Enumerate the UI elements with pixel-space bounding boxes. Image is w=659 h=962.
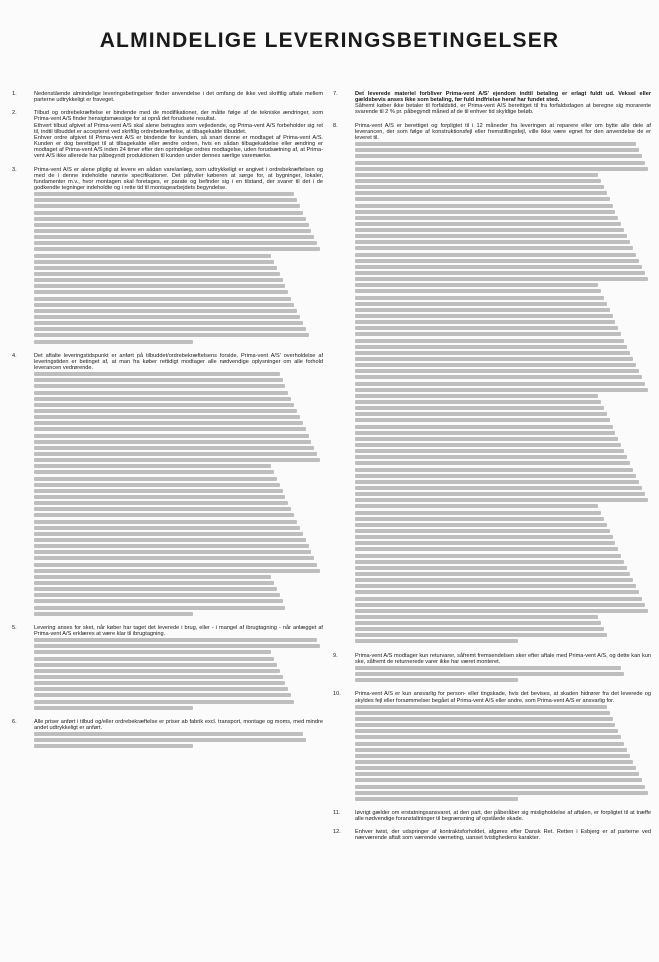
clause-number: 7.	[333, 91, 338, 97]
text-line	[355, 511, 601, 515]
text-line	[355, 766, 636, 770]
clause-item	[8, 719, 323, 751]
text-line	[34, 315, 300, 319]
clause-body	[34, 110, 323, 159]
text-line	[355, 259, 639, 263]
text-line	[355, 572, 630, 576]
text-line	[34, 217, 306, 221]
text-line	[34, 260, 274, 264]
text-line	[355, 541, 615, 545]
text-line	[34, 421, 303, 425]
text-line	[355, 560, 624, 564]
text-line	[355, 375, 642, 379]
text-line	[34, 599, 283, 603]
clause-paragraph: Det aftalte leveringstidspunkt er anført på tilbuddet/ordrebekræftelsens forside. Prima-vent A/S' overholdelse af leveringstiden er betinget af, at man fra køber rettidigt modtager alle nødvendige oplysninger om alle forhold leverancen vedrørende.	[34, 352, 323, 372]
text-line	[34, 384, 285, 388]
clause-body	[355, 810, 651, 822]
text-line	[355, 760, 633, 764]
clause-paragraph: Nedenstående almindelige leveringsbetingelser finder anvendelse i det omfang de ikke ved skriftlig aftale mellem parterne udtrykkeligt er fraveget.	[34, 91, 323, 104]
text-line	[34, 732, 303, 736]
text-line	[355, 523, 607, 527]
clause-item	[8, 110, 323, 159]
clause-item	[329, 810, 651, 822]
text-line	[34, 550, 311, 554]
text-line	[355, 265, 642, 269]
text-line	[355, 369, 639, 373]
text-line	[34, 501, 288, 505]
text-line	[34, 229, 311, 233]
clause-number: 9.	[333, 652, 338, 659]
text-line	[34, 669, 280, 673]
text-line	[34, 321, 303, 325]
clause-paragraph: Prima-vent A/S er berettiget og forpligtet til i 12 måneder fra leveringen at reparere eller om bytte alle dele af leverancen, der som følge af konstruktionsfejl eller fremstillingsfejl, ville ikke være egnet for den anvendelse de er leveret til.	[355, 122, 651, 141]
text-line	[355, 216, 618, 220]
text-line	[355, 455, 627, 459]
clause-body	[34, 719, 323, 751]
text-line	[355, 566, 627, 570]
text-line	[355, 332, 621, 336]
clause-paragraph: Ethvert tilbud afgivet af Prima-vent A/S skal alene betragtes som vejledende, og Prima-vent A/S forbeholder sig ret til, indtil tilbuddet er accepteret ved skriftlig ordrebekræftelse, at tilbagekalde tilbuddet.	[34, 122, 323, 135]
text-line	[355, 517, 604, 521]
text-line	[34, 700, 294, 704]
text-line	[355, 246, 633, 250]
text-line	[355, 406, 604, 410]
columns	[8, 91, 651, 849]
clause-number: 6.	[12, 718, 17, 725]
clause-number: 8.	[333, 122, 338, 129]
text-line	[355, 339, 624, 343]
clause-number: 11.	[333, 809, 341, 816]
text-line	[34, 556, 314, 560]
text-line	[355, 161, 645, 165]
text-line	[34, 266, 277, 270]
text-line	[34, 284, 285, 288]
text-line	[355, 735, 621, 739]
text-line	[355, 308, 610, 312]
text-line	[34, 192, 294, 196]
text-line	[355, 480, 639, 484]
text-line	[355, 437, 618, 441]
text-line	[34, 520, 297, 524]
illegible-text-block	[34, 372, 323, 615]
text-line	[34, 440, 311, 444]
text-line	[34, 452, 317, 456]
text-line	[34, 464, 271, 468]
text-line	[34, 638, 317, 642]
text-line	[34, 254, 271, 258]
text-line	[355, 185, 604, 189]
text-line	[34, 477, 277, 481]
text-line	[34, 378, 283, 382]
text-line	[355, 253, 636, 257]
text-line	[355, 240, 630, 244]
text-line	[355, 425, 613, 429]
text-line	[355, 204, 613, 208]
document-title: ALMINDELIGE LEVERINGSBETINGELSER	[99, 29, 560, 52]
text-line	[355, 382, 645, 386]
clause-paragraph: Det leverede materiel forbliver Prima-vent A/S' ejendom indtil betaling er erlagt fuldt ud. Veksel eller gældsbevis anses ikke som betaling, før fuld indfrielse heraf har fundet sted.	[355, 91, 651, 104]
text-line	[355, 326, 618, 330]
text-line	[355, 529, 610, 533]
text-line	[34, 309, 297, 313]
text-line	[355, 639, 518, 643]
text-line	[355, 228, 624, 232]
text-line	[355, 554, 621, 558]
text-line	[34, 303, 294, 307]
text-line	[355, 443, 621, 447]
text-line	[34, 391, 288, 395]
text-line	[355, 283, 598, 287]
text-line	[34, 581, 274, 585]
text-line	[355, 173, 598, 177]
text-line	[34, 372, 280, 376]
text-line	[34, 657, 274, 661]
clause-paragraph: Prima-vent A/S modtager kun returvarer, såfremt fremsendelsen sker efter aftale med Prima-vent A/S, og dette kan kun ske, såfremt de returnerede varer ikke har været monteret.	[355, 652, 651, 665]
clause-body	[34, 91, 323, 103]
illegible-text-block	[34, 192, 323, 343]
text-line	[355, 412, 607, 416]
clause-number: 12.	[333, 829, 341, 836]
clause-body	[34, 167, 323, 346]
text-line	[34, 470, 274, 474]
clause-body	[355, 829, 651, 841]
text-line	[355, 314, 613, 318]
clause-paragraph: Prima-vent A/S er alene pligtig at levere en sådan vare/anlæg, som udtrykkeligt er angivet i ordrebekræftelsen og med de i denne indeholdte nøvnte specifikationer. Det påhviler køberen at sørge for, at bygninger, lokaler, fundamenter m.v., hvor montagen skal foretages, er parate og befinder sig i en tilstand, der svarer til det i de godkendte tegninger indeholdte og i rette tid til montagearbejdets begyndelse.	[34, 166, 323, 192]
clause-paragraph: Iøvrigt gælder om erstatningsansvaret, at den part, der påberåber sig misligholdelse af aftalen, er forpligtet til at træffe alle nødvendige foranstaltninger til begrænsning af opståede skade.	[355, 809, 651, 823]
clause-paragraph: Såfremt køber ikke betaler til forfaldstid, er Prima-vent A/S berettiget til fra forfaldsdagen at beregne sig morarente svarende til 2 % pr. påbegyndt måned af de til enhver tid skyldige beløb.	[355, 103, 651, 116]
text-line	[355, 492, 645, 496]
illegible-text-block	[34, 638, 323, 710]
text-line	[355, 418, 610, 422]
text-line	[34, 446, 314, 450]
text-line	[34, 483, 280, 487]
text-line	[355, 486, 642, 490]
clause-item	[8, 91, 323, 103]
text-line	[34, 507, 291, 511]
clause-paragraph: Tilbud og ordrebekræftelse er bindende med de modifikationer, der måtte følge af de tekniske ændringer, som Prima-vent A/S finder hensigtsmæssige for at opnå det forudsete resultat.	[34, 110, 323, 123]
text-line	[34, 593, 280, 597]
text-line	[355, 627, 604, 631]
text-line	[34, 403, 294, 407]
text-line	[355, 197, 610, 201]
text-line	[34, 278, 283, 282]
text-line	[355, 504, 598, 508]
text-line	[355, 474, 636, 478]
right-column	[329, 91, 651, 849]
text-line	[355, 754, 630, 758]
clause-paragraph: Levering anses for sket, når køber har taget det leverede i brug, eller - i mangel af ibrugtagning - når anlægget af Prima-vent A/S erklæres at være klar til ibrugtagning.	[34, 624, 323, 637]
text-line	[34, 587, 277, 591]
text-line	[34, 663, 277, 667]
text-line	[34, 198, 297, 202]
text-line	[355, 711, 610, 715]
text-line	[34, 744, 193, 748]
text-line	[355, 717, 613, 721]
text-line	[355, 351, 630, 355]
clause-item	[329, 91, 651, 116]
clause-item	[8, 167, 323, 346]
text-line	[355, 302, 607, 306]
clause-paragraph: Enhver ordre afgivet til Prima-vent A/S er bindende for kunden, så snart denne er modtaget af Prima-vent A/S. Kunden er dog berettiget til at tilbagekalde eller ændre ordren, hvis en sådan tilbagekaldelse eller ændring er modtaget af Prima-vent A/S inden 24 timer efter den oprindelige ordres modtagelse, uden forudsætning af, at Prima-vent A/S ikke allerede har påbegyndt produktionen til kunden under dennes særlige varemærke.	[34, 134, 323, 160]
text-line	[355, 357, 633, 361]
text-line	[355, 167, 648, 171]
clause-item	[329, 829, 651, 841]
text-line	[355, 791, 648, 795]
text-line	[355, 584, 636, 588]
clause-paragraph: Prima-vent A/S er kun ansvarlig for person- eller tingskade, hvis det bevises, at skaden hidrører fra det leverede og skyldes fejl eller forsømmelser begået af Prima-vent A/S eller andre, som Prima-vent A/S er ansvarlig for.	[355, 691, 651, 704]
text-line	[34, 333, 309, 337]
text-line	[355, 320, 615, 324]
clause-body	[355, 91, 651, 116]
clause-paragraph: Alle priser anført i tilbud og/eller ordrebekræftelse er priser ab fabrik excl. transport, montage og moms, med mindre andet udtrykkeligt er anført.	[34, 718, 323, 731]
clause-number: 3.	[12, 166, 17, 173]
text-line	[34, 458, 320, 462]
text-line	[34, 532, 303, 536]
text-line	[34, 415, 300, 419]
clause-item	[329, 653, 651, 685]
left-column	[8, 91, 323, 849]
text-line	[355, 603, 645, 607]
text-line	[355, 277, 648, 281]
text-line	[34, 495, 285, 499]
clause-number: 10.	[333, 691, 341, 698]
illegible-text-block	[355, 142, 651, 643]
text-line	[34, 272, 280, 276]
text-line	[355, 179, 601, 183]
illegible-text-block	[355, 705, 651, 801]
text-line	[34, 612, 193, 616]
text-line	[34, 650, 271, 654]
text-line	[355, 400, 601, 404]
text-line	[355, 547, 618, 551]
text-line	[355, 742, 624, 746]
text-line	[355, 289, 601, 293]
clause-number: 5.	[12, 624, 17, 631]
text-line	[355, 222, 621, 226]
clause-number: 4.	[12, 352, 17, 359]
text-line	[34, 513, 294, 517]
text-line	[355, 148, 639, 152]
clause-body	[355, 653, 651, 685]
clause-item	[8, 625, 323, 712]
text-line	[355, 590, 639, 594]
text-line	[34, 235, 314, 239]
text-line	[355, 666, 621, 670]
text-line	[355, 785, 645, 789]
text-line	[355, 234, 627, 238]
text-line	[34, 327, 306, 331]
clause-body	[355, 691, 651, 803]
text-line	[355, 678, 518, 682]
text-line	[34, 434, 309, 438]
text-line	[355, 154, 642, 158]
text-line	[355, 729, 618, 733]
text-line	[355, 705, 607, 709]
clause-body	[34, 353, 323, 618]
text-line	[355, 345, 627, 349]
text-line	[355, 723, 615, 727]
text-line	[355, 210, 615, 214]
text-line	[34, 675, 283, 679]
text-line	[34, 290, 288, 294]
text-line	[34, 241, 317, 245]
text-line	[34, 340, 193, 344]
text-line	[355, 615, 598, 619]
text-line	[34, 693, 291, 697]
text-line	[34, 644, 320, 648]
text-line	[34, 575, 271, 579]
clause-number: 2.	[12, 110, 17, 117]
illegible-text-block	[34, 732, 323, 748]
text-line	[355, 468, 633, 472]
text-line	[34, 738, 306, 742]
text-line	[355, 449, 624, 453]
text-line	[34, 397, 291, 401]
text-line	[34, 563, 317, 567]
text-line	[34, 526, 300, 530]
text-line	[355, 142, 636, 146]
text-line	[34, 223, 309, 227]
text-line	[34, 489, 283, 493]
clause-item	[329, 123, 651, 646]
text-line	[34, 247, 320, 251]
text-line	[355, 772, 639, 776]
text-line	[355, 498, 648, 502]
text-line	[34, 204, 300, 208]
clause-body	[355, 123, 651, 646]
text-line	[355, 748, 627, 752]
text-line	[355, 597, 642, 601]
text-line	[34, 687, 288, 691]
text-line	[34, 706, 193, 710]
text-line	[34, 409, 297, 413]
clause-body	[34, 625, 323, 712]
text-line	[355, 609, 648, 613]
text-line	[355, 633, 607, 637]
text-line	[355, 271, 645, 275]
illegible-text-block	[355, 666, 651, 682]
text-line	[355, 296, 604, 300]
clause-number: 1.	[12, 91, 17, 97]
text-line	[34, 544, 309, 548]
clause-item	[8, 353, 323, 618]
text-line	[34, 297, 291, 301]
text-line	[34, 606, 285, 610]
text-line	[355, 535, 613, 539]
text-line	[34, 538, 306, 542]
text-line	[355, 363, 636, 367]
text-line	[355, 394, 598, 398]
text-line	[355, 797, 518, 801]
text-line	[355, 431, 615, 435]
text-line	[355, 461, 630, 465]
clause-paragraph: Enhver twist, der udspringer af kontraktsforholdet, afgøres efter Dansk Ret. Retten i Esbjerg er af parterne ved nærværende aftalt som værende værneting, uanset tvistighedens karakter.	[355, 829, 651, 842]
clause-item	[329, 691, 651, 803]
text-line	[355, 778, 642, 782]
text-line	[355, 621, 601, 625]
text-line	[355, 672, 624, 676]
text-line	[34, 211, 303, 215]
text-line	[355, 578, 633, 582]
text-line	[355, 191, 607, 195]
text-line	[34, 427, 306, 431]
text-line	[355, 388, 648, 392]
text-line	[34, 569, 320, 573]
text-line	[34, 681, 285, 685]
